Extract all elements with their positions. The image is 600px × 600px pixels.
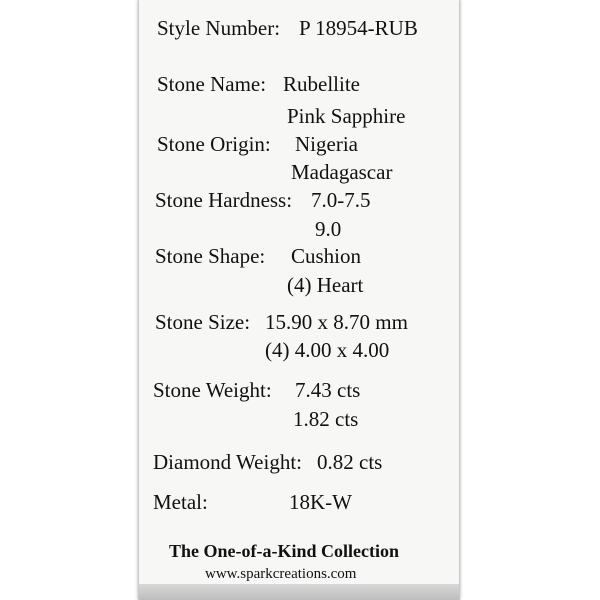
stone-name-label: Stone Name: [157, 72, 267, 96]
metal-label: Metal: [153, 490, 208, 514]
stone-name-value-1: Rubellite [283, 72, 360, 96]
stone-origin-value-1: Nigeria [295, 132, 358, 156]
stone-weight-label: Stone Weight: [153, 378, 272, 402]
stone-origin-value-2: Madagascar [291, 160, 393, 184]
style-number-label: Style Number: [157, 16, 281, 40]
stone-hardness-value-2: 9.0 [315, 217, 342, 241]
metal-value: 18K-W [289, 490, 352, 514]
product-spec-card [138, 0, 460, 600]
style-number-value: P 18954-RUB [299, 16, 418, 40]
stone-size-label: Stone Size: [155, 310, 251, 334]
stone-hardness-label: Stone Hardness: [155, 188, 293, 212]
stone-name-value-2: Pink Sapphire [287, 104, 406, 128]
diamond-weight-value: 0.82 cts [317, 450, 383, 474]
stone-weight-value-2: 1.82 cts [293, 407, 359, 431]
stone-size-value-2: (4) 4.00 x 4.00 [265, 338, 390, 362]
stone-shape-value-2: (4) Heart [287, 273, 364, 297]
diamond-weight-label: Diamond Weight: [153, 450, 302, 474]
stone-size-value-1: 15.90 x 8.70 mm [265, 310, 408, 334]
website-url: www.sparkcreations.com [205, 566, 357, 582]
collection-title: The One-of-a-Kind Collection [169, 541, 399, 561]
stone-shape-label: Stone Shape: [155, 244, 266, 268]
stone-hardness-value-1: 7.0-7.5 [311, 188, 371, 212]
stone-weight-value-1: 7.43 cts [295, 378, 361, 402]
stone-shape-value-1: Cushion [291, 244, 362, 268]
stone-origin-label: Stone Origin: [157, 132, 271, 156]
card-bottom-edge [139, 584, 459, 600]
